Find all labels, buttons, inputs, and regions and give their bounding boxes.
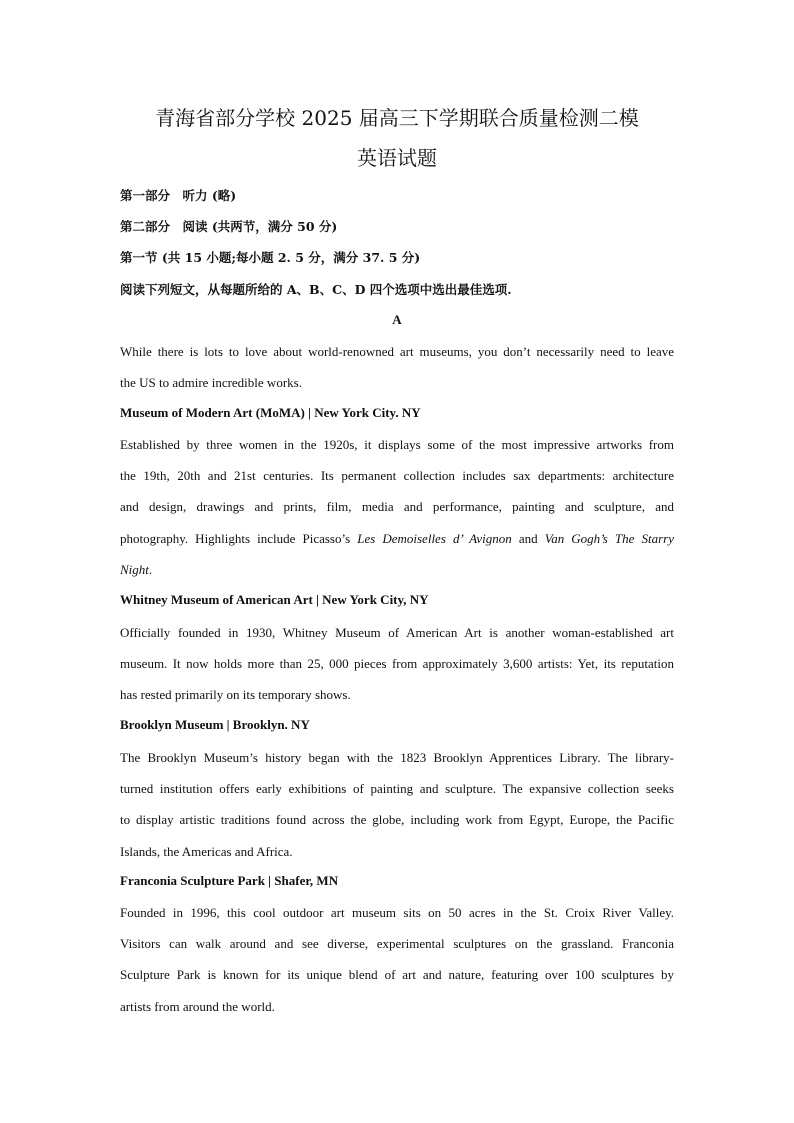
section1-instruction: 第一节 (共 15 小题;每小题 2. 5 分，满分 37. 5 分) <box>120 250 421 265</box>
paragraph-line: Sculpture Park is known for its unique blend of art and nature, featuring over 100 sculptures by <box>120 967 674 983</box>
passage-letter: A <box>392 312 402 327</box>
artwork-title: Van Gogh’s The Starry <box>544 530 674 546</box>
part1-instruction: 第一部分 听力 (略) <box>120 188 237 203</box>
artwork-title: Les Demoiselles d’ Avignon <box>357 530 512 546</box>
paragraph-line: Islands, the Americas and Africa. <box>120 843 293 859</box>
part2-instruction: 第二部分 阅读 (共两节，满分 50 分) <box>120 219 338 234</box>
paragraph-line: museum. It now holds more than 25, 000 pieces from approximately 3,600 artists: Yet, its reputation <box>120 656 674 672</box>
paragraph-line: and design, drawings and prints, film, media and performance, painting and sculpture, and <box>120 499 674 515</box>
museum-paragraph-whitney <box>120 617 674 711</box>
exam-title: 青海省部分学校 2025 届高三下学期联合质量检测二模 <box>155 106 639 130</box>
museum-heading-moma: Museum of Modern Art (MoMA) | New York City. NY <box>120 405 421 420</box>
paragraph-line: Established by three women in the 1920s, it displays some of the most impressive artworks from <box>120 437 674 452</box>
museum-paragraph-moma <box>120 429 674 585</box>
paragraph-line: The Brooklyn Museum’s history began with the 1823 Brooklyn Apprentices Library. The library- <box>120 750 674 765</box>
paragraph-line: photography. Highlights include Picasso’s Les Demoiselles d’ Avignon and Van Gogh’s The Starry <box>120 530 674 546</box>
exam-subtitle: 英语试题 <box>357 146 437 170</box>
paragraph-line: Officially founded in 1930, Whitney Museum of American Art is another woman-established art <box>120 625 674 640</box>
paragraph-line: While there is lots to love about world-renowned art museums, you don’t necessarily need to leave <box>120 344 674 359</box>
paragraph-line: the US to admire incredible works. <box>120 375 302 391</box>
museum-heading-whitney: Whitney Museum of American Art | New York City, NY <box>120 592 429 607</box>
intro-paragraph <box>120 336 674 398</box>
museum-paragraph-brooklyn <box>120 742 674 867</box>
museum-heading-franconia: Franconia Sculpture Park | Shafer, MN <box>120 873 339 888</box>
paragraph-line: has rested primarily on its temporary shows. <box>120 687 351 703</box>
paragraph-line: to display artistic traditions found across the globe, including work from Egypt, Europe, the Pacific <box>120 812 674 828</box>
paragraph-line: Night. <box>120 561 153 577</box>
paragraph-line: the 19th, 20th and 21st centuries. Its permanent collection includes sax departments: architecture <box>120 468 674 484</box>
museum-paragraph-franconia <box>120 897 674 1022</box>
paragraph-line: Founded in 1996, this cool outdoor art museum sits on 50 acres in the St. Croix River Valley. <box>120 905 674 920</box>
paragraph-line: artists from around the world. <box>120 998 275 1014</box>
paragraph-line: Visitors can walk around and see diverse, experimental sculptures on the grassland. Franconia <box>120 936 674 952</box>
museum-heading-brooklyn: Brooklyn Museum | Brooklyn. NY <box>120 717 310 732</box>
directions-instruction: 阅读下列短文，从每题所给的 A、B、C、D 四个选项中选出最佳选项. <box>120 282 512 297</box>
paragraph-line: turned institution offers early exhibitions of painting and sculpture. The expansive collection seeks <box>120 781 674 797</box>
artwork-title: Night <box>120 561 149 577</box>
